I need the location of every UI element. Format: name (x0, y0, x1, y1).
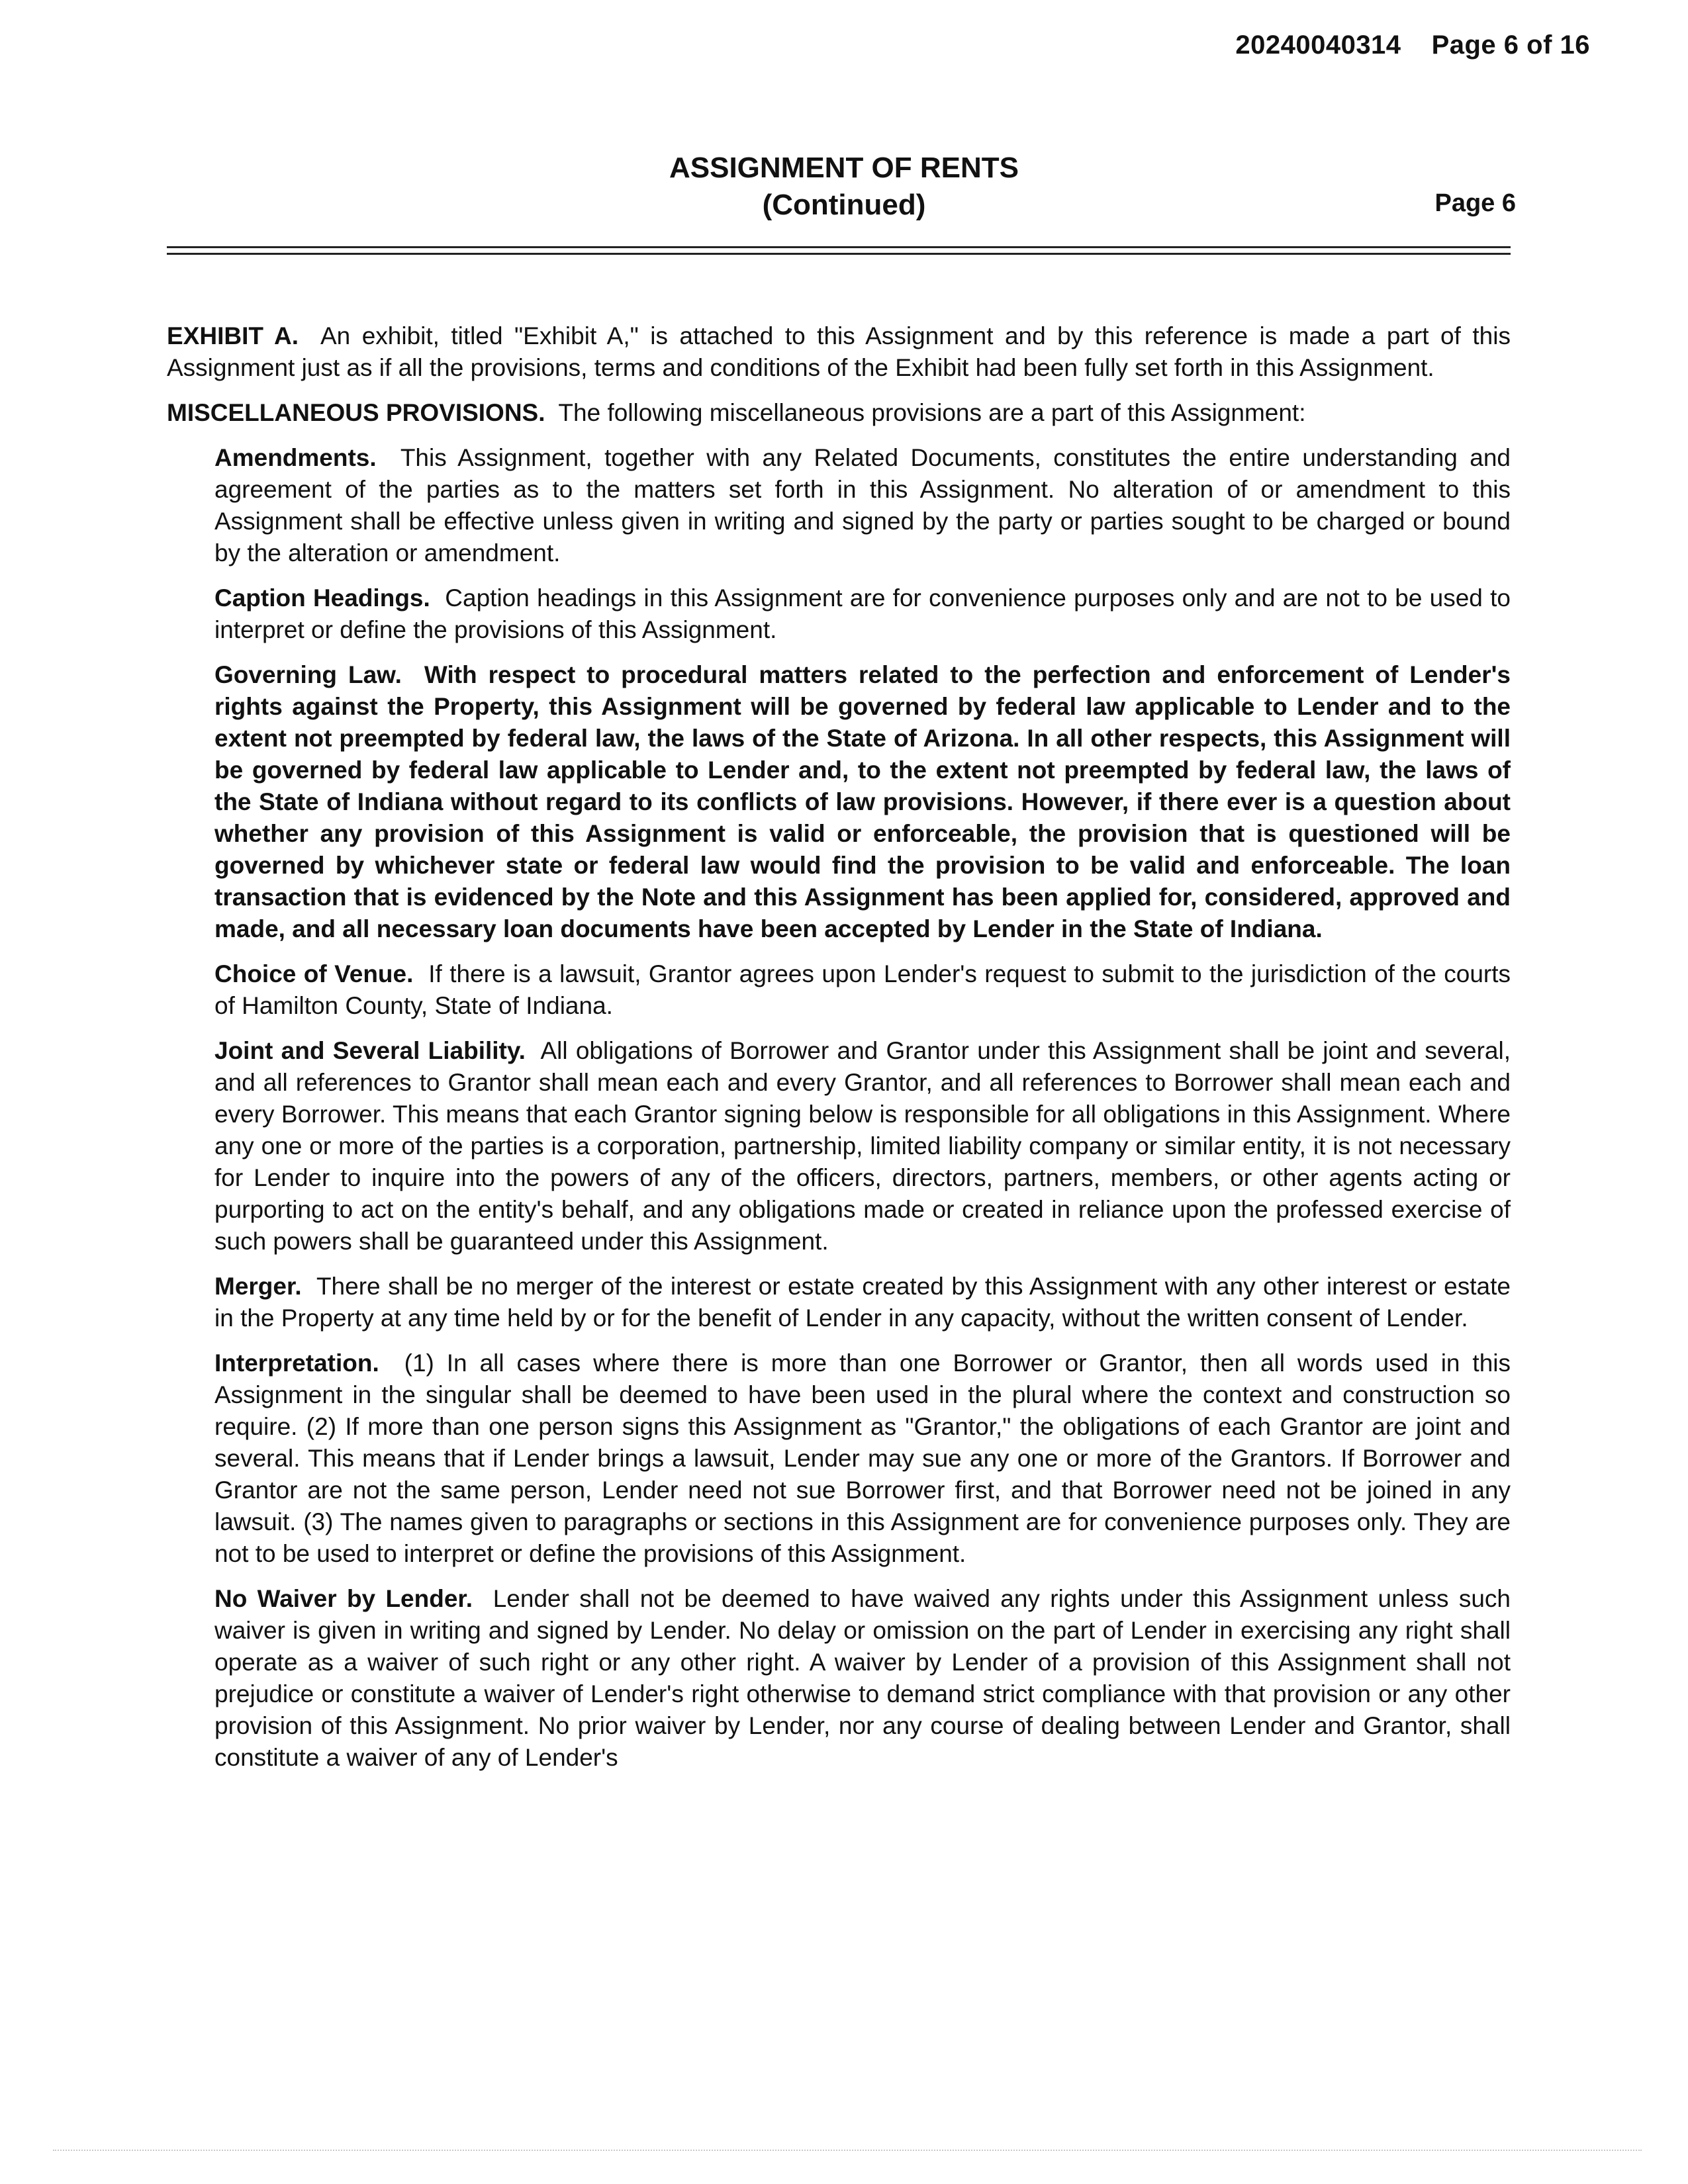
scan-artifact-line (53, 2150, 1642, 2155)
provision-text: With respect to procedural matters related to the perfection and enforcement of Lender's rights against the Property, this Assignment will be governed by federal law applicable to Lender and to the extent not preempted by federal law, the laws of the State of Arizona. In all other respects, this Assignment will be governed by federal law applicable to Lender and, to the extent not preempted by federal law, the laws of the State of Indiana without regard to its conflicts of law provisions. However, if there ever is a question about whether any provision of this Assignment is valid or enforceable, the provision that is questioned will be governed by whichever state or federal law would find the provision to be valid and enforceable. The loan transaction that is evidenced by the Note and this Assignment has been applied for, considered, approved and made, and all necessary loan documents have been accepted by Lender in the State of Indiana. (214, 661, 1511, 942)
provision-heading: Joint and Several Liability. (214, 1037, 526, 1064)
provision-heading: Governing Law. (214, 661, 402, 688)
exhibit-a-section (167, 320, 1511, 384)
provision-amendments (214, 442, 1511, 569)
misc-provisions-heading: MISCELLANEOUS PROVISIONS. (167, 399, 545, 426)
provision-heading: Merger. (214, 1273, 302, 1300)
misc-provisions-text: The following miscellaneous provisions are a part of this Assignment: (558, 399, 1306, 426)
misc-provisions-section (167, 397, 1511, 429)
exhibit-a-text: An exhibit, titled "Exhibit A," is attached to this Assignment and by this reference is made a part of this Assignment just as if all the provisions, terms and conditions of the Exhibit had been fully set forth in this Assignment. (167, 322, 1511, 381)
provision-merger (214, 1271, 1511, 1334)
provision-text: Caption headings in this Assignment are for convenience purposes only and are not to be used to interpret or define the provisions of this Assignment. (214, 584, 1511, 643)
provision-heading: Amendments. (214, 444, 377, 471)
provision-heading: Interpretation. (214, 1349, 379, 1377)
provision-text: There shall be no merger of the interest or estate created by this Assignment with any other interest or estate in the Property at any time held by or for the benefit of Lender in any capacity, without the written consent of Lender. (214, 1273, 1511, 1332)
provision-choice-of-venue (214, 958, 1511, 1022)
provision-text: This Assignment, together with any Related Documents, constitutes the entire understanding and agreement of the parties as to the matters set forth in this Assignment. No alteration of or amendment to this Assignment shall be effective unless given in writing and signed by the party or parties sought to be charged or bound by the alteration or amendment. (214, 444, 1511, 567)
provision-interpretation (214, 1347, 1511, 1570)
page-of-count: Page 6 of 16 (1431, 30, 1590, 60)
document-number: 20240040314 (1235, 30, 1401, 60)
provision-heading: Caption Headings. (214, 584, 430, 612)
provision-text: If there is a lawsuit, Grantor agrees upon Lender's request to submit to the jurisdiction of the courts of Hamilton County, State of Indiana. (214, 960, 1511, 1019)
provision-caption-headings (214, 582, 1511, 646)
provision-text: (1) In all cases where there is more than one Borrower or Grantor, then all words used in this Assignment in the singular shall be deemed to have been used in the plural where the context and construction so require. (2) If more than one person signs this Assignment as "Grantor," the obligations of each Grantor are joint and several. This means that if Lender brings a lawsuit, Lender may sue any one or more of the Grantors. If Borrower and Grantor are not the same person, Lender need not sue Borrower first, and that Borrower need not be joined in any lawsuit. (3) The names given to paragraphs or sections in this Assignment are for convenience purposes only. They are not to be used to interpret or define the provisions of this Assignment. (214, 1349, 1511, 1567)
header-rule-bottom (167, 253, 1511, 255)
title-line-1: ASSIGNMENT OF RENTS (669, 152, 1019, 184)
recording-stamp (1235, 30, 1590, 60)
provision-heading: Choice of Venue. (214, 960, 414, 987)
provision-text: All obligations of Borrower and Grantor under this Assignment shall be joint and several, and all references to Grantor shall mean each and every Grantor, and all references to Borrower shall mean each and every Borrower. This means that each Grantor signing below is responsible for all obligations in this Assignment. Where any one or more of the parties is a corporation, partnership, limited liability company or similar entity, it is not necessary for Lender to inquire into the powers of any of the officers, directors, partners, members, or other agents acting or purporting to act on the entity's behalf, and any obligations made or created in reliance upon the professed exercise of such powers shall be guaranteed under this Assignment. (214, 1037, 1511, 1255)
exhibit-a-heading: EXHIBIT A. (167, 322, 299, 349)
provision-governing-law (214, 659, 1511, 945)
document-body (167, 320, 1511, 1787)
provision-no-waiver (214, 1583, 1511, 1774)
page-label: Page 6 (1434, 189, 1516, 217)
title-line-2: (Continued) (762, 189, 926, 221)
provision-heading: No Waiver by Lender. (214, 1585, 473, 1612)
provision-joint-several-liability (214, 1035, 1511, 1257)
header-rule-top (167, 246, 1511, 248)
provision-text: Lender shall not be deemed to have waived any rights under this Assignment unless such waiver is given in writing and signed by Lender. No delay or omission on the part of Lender in exercising any right shall operate as a waiver of such right or any other right. A waiver by Lender of a provision of this Assignment shall not prejudice or constitute a waiver of Lender's right otherwise to demand strict compliance with that provision or any other provision of this Assignment. No prior waiver by Lender, nor any course of dealing between Lender and Grantor, shall constitute a waiver of any of Lender's (214, 1585, 1511, 1771)
